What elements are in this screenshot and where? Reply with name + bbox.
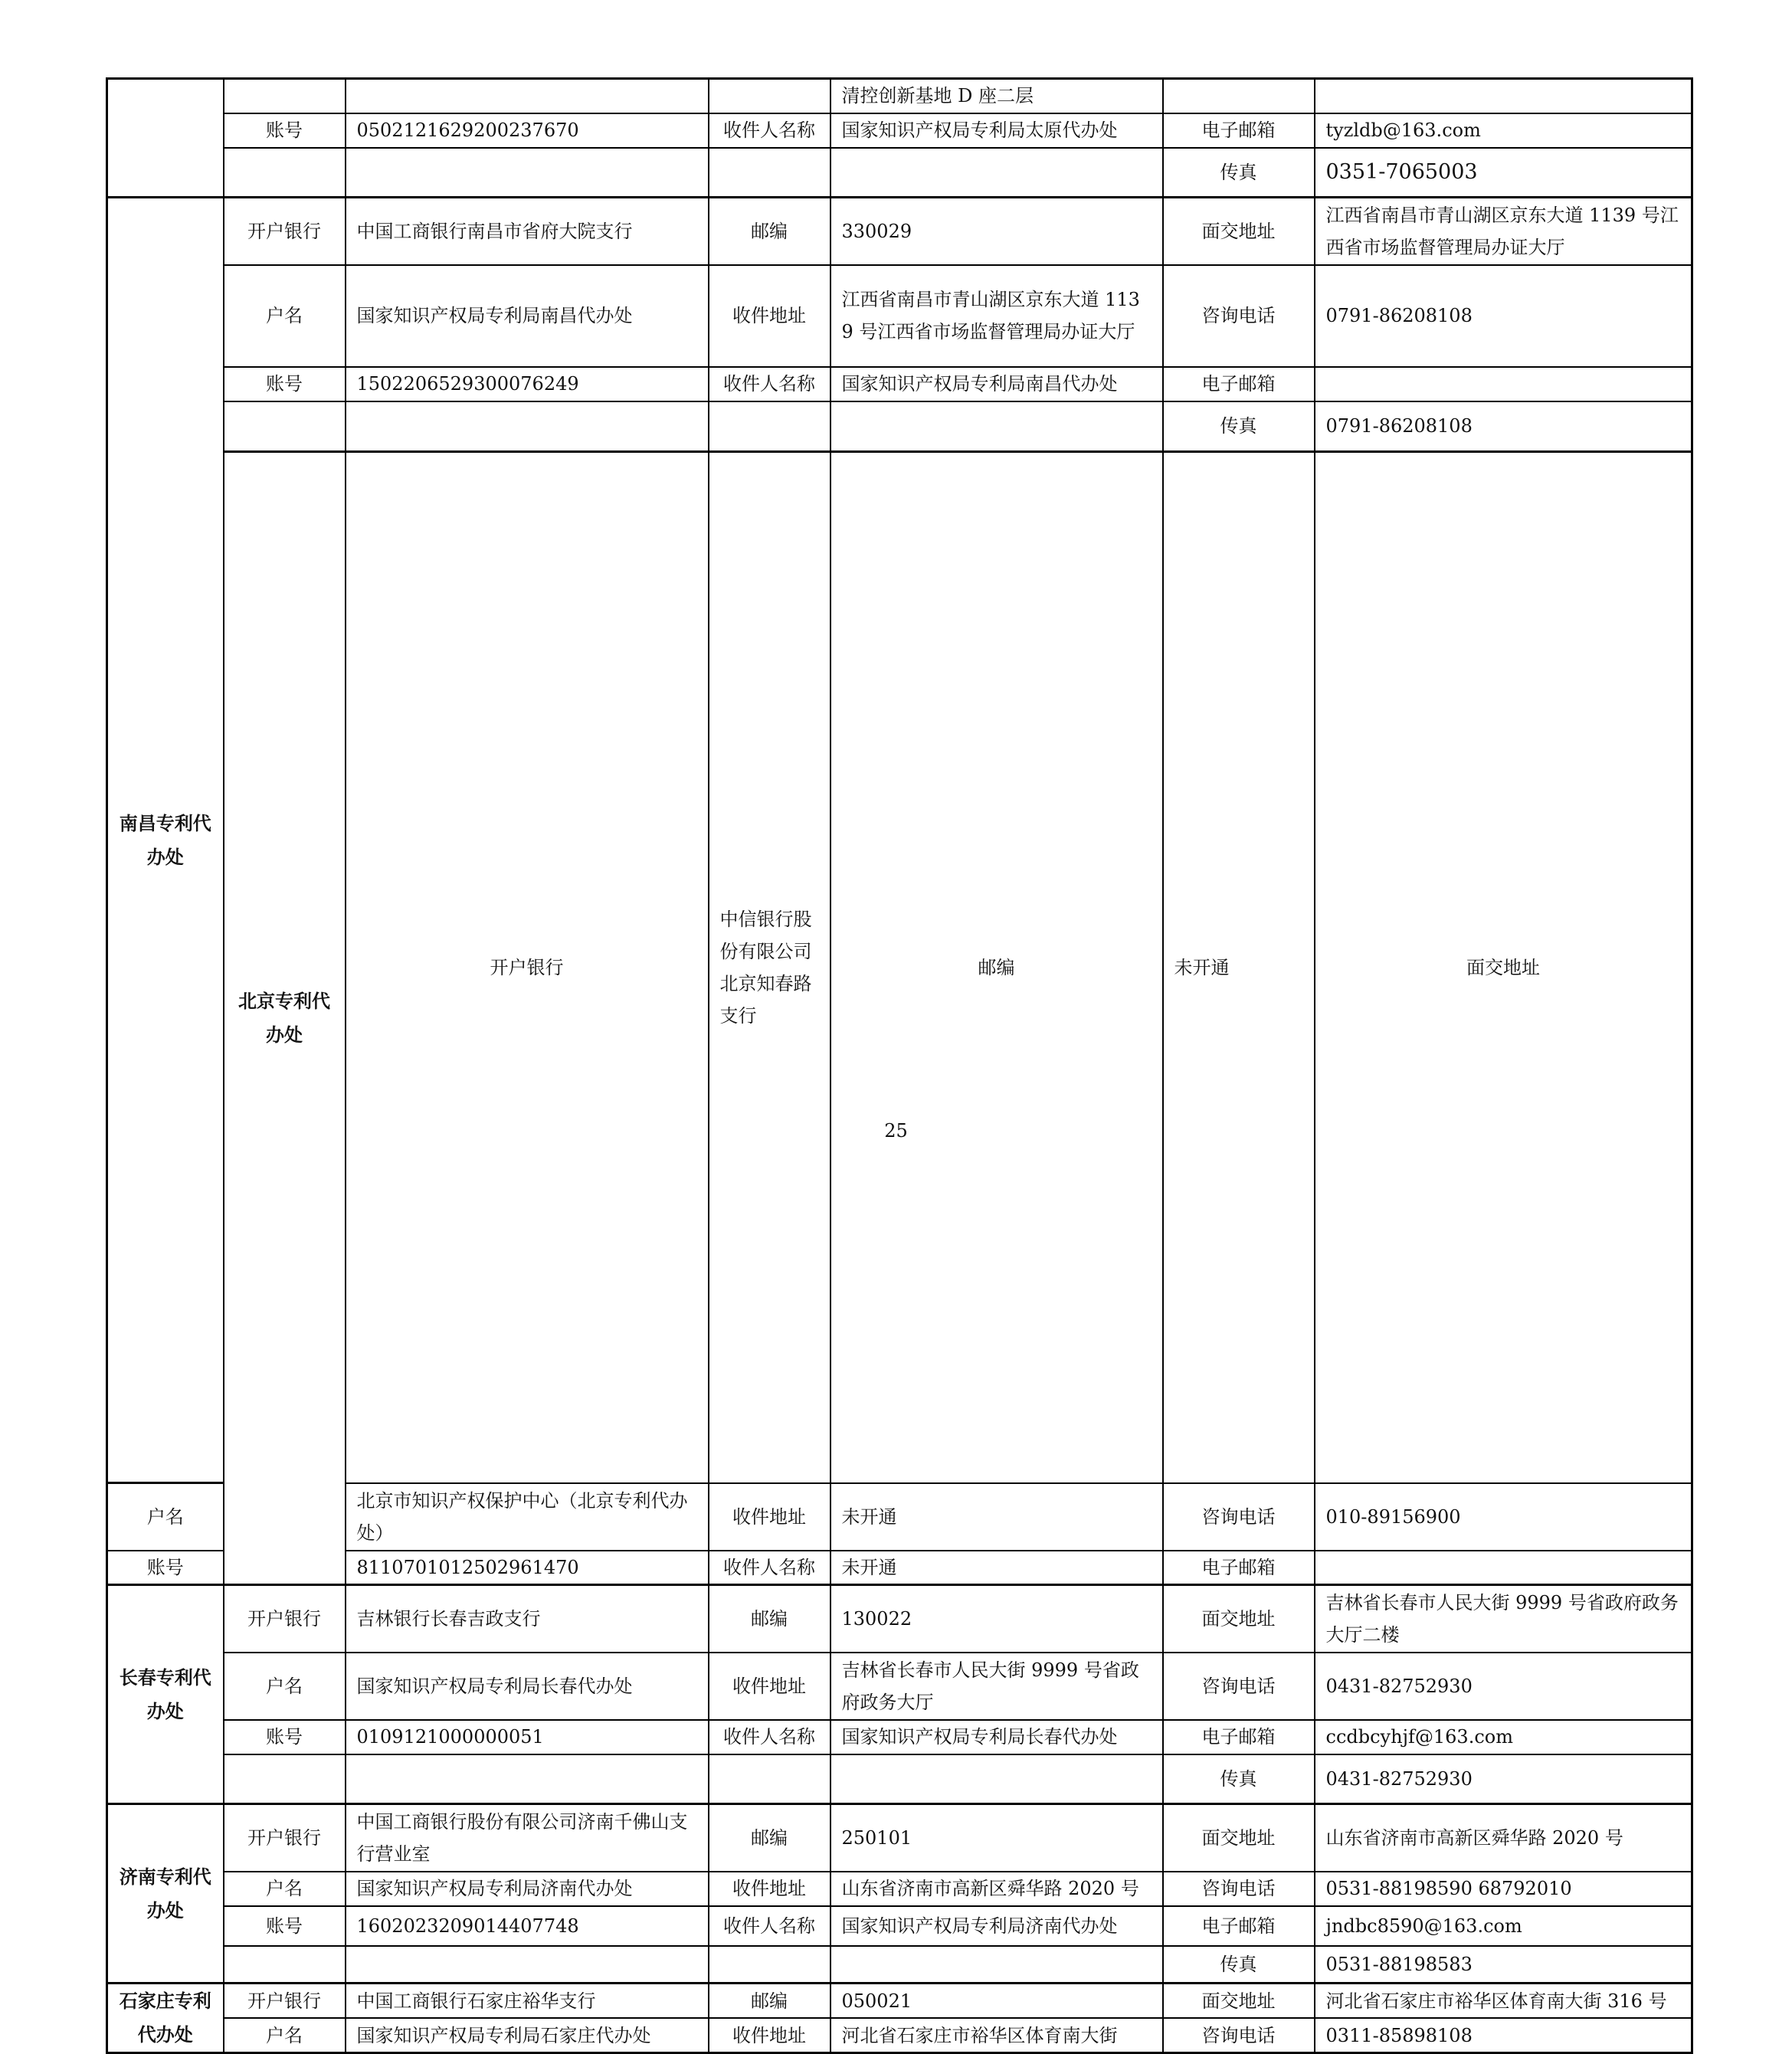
phone-value: 0531-88198590 68792010 [1315, 1872, 1692, 1906]
mail-address-value: 未开通 [830, 1483, 1163, 1551]
table-row [107, 1585, 1692, 1653]
visit-address-value: 河北省石家庄市裕华区体育南大街 316 号 [1315, 1984, 1692, 2019]
postcode-value: 250101 [830, 1804, 1163, 1872]
phone-value: 0431-82752930 [1315, 1653, 1692, 1720]
email-label: 电子邮箱 [1163, 367, 1315, 401]
office-name-cell: 石家庄专利代办处 [107, 1984, 224, 2053]
visit-address-label: 面交地址 [1315, 452, 1692, 1483]
table-row [107, 113, 1692, 148]
account-name-label: 户名 [107, 1483, 224, 1551]
account-name-label: 户名 [224, 2018, 346, 2053]
recipient-label: 收件人名称 [709, 1551, 830, 1585]
page-number: 25 [884, 1120, 908, 1142]
fax-label: 传真 [1163, 1754, 1315, 1804]
table-row [107, 79, 1692, 113]
email-value [1315, 1551, 1692, 1585]
recipient-value: 国家知识产权局专利局济南代办处 [830, 1906, 1163, 1946]
phone-label: 咨询电话 [1163, 2018, 1315, 2053]
agency-info-table [106, 77, 1693, 2054]
email-value: jndbc8590@163.com [1315, 1906, 1692, 1946]
office-name-cell [107, 79, 224, 198]
fax-label: 传真 [1163, 148, 1315, 198]
table-row [107, 1483, 1692, 1551]
table-row [107, 1946, 1692, 1984]
fax-value: 0431-82752930 [1315, 1754, 1692, 1804]
fax-value: 0531-88198583 [1315, 1946, 1692, 1984]
table-row [107, 1984, 1692, 2019]
mail-address-value: 河北省石家庄市裕华区体育南大街 [830, 2018, 1163, 2053]
account-no-value: 0109121000000051 [346, 1720, 709, 1754]
table-row [107, 1804, 1692, 1872]
bank-value: 中国工商银行股份有限公司济南千佛山支行营业室 [346, 1804, 709, 1872]
recipient-label: 收件人名称 [709, 1906, 830, 1946]
empty-cell [830, 1754, 1163, 1804]
recipient-value: 国家知识产权局专利局长春代办处 [830, 1720, 1163, 1754]
postcode-value: 330029 [830, 198, 1163, 265]
empty-cell [1315, 79, 1692, 113]
visit-address-label: 面交地址 [1163, 1984, 1315, 2019]
bank-value: 中国工商银行南昌市省府大院支行 [346, 198, 709, 265]
table-row [107, 198, 1692, 265]
empty-cell [346, 1946, 709, 1984]
postcode-label: 邮编 [709, 1804, 830, 1872]
table-row [107, 1653, 1692, 1720]
account-no-value: 0502121629200237670 [346, 113, 709, 148]
table-row [107, 2018, 1692, 2053]
empty-cell [224, 401, 346, 452]
table-row [107, 452, 1692, 1483]
postcode-value: 未开通 [1163, 452, 1315, 1483]
account-no-label: 账号 [224, 1906, 346, 1946]
mail-address-value: 江西省南昌市青山湖区京东大道 1139 号江西省市场监督管理局办证大厅 [830, 265, 1163, 367]
empty-cell [346, 79, 709, 113]
empty-cell [830, 401, 1163, 452]
empty-cell [709, 1946, 830, 1984]
recipient-value: 国家知识产权局专利局南昌代办处 [830, 367, 1163, 401]
empty-cell [830, 1946, 1163, 1984]
email-label: 电子邮箱 [1163, 113, 1315, 148]
mail-address-label: 收件地址 [709, 1872, 830, 1906]
empty-cell [830, 148, 1163, 198]
empty-cell [709, 79, 830, 113]
phone-label: 咨询电话 [1163, 1483, 1315, 1551]
mail-address-value: 吉林省长春市人民大街 9999 号省政府政务大厅 [830, 1653, 1163, 1720]
account-no-label: 账号 [224, 1720, 346, 1754]
account-name-value: 国家知识产权局专利局南昌代办处 [346, 265, 709, 367]
table-row [107, 1872, 1692, 1906]
account-name-label: 户名 [224, 1872, 346, 1906]
account-no-value: 1602023209014407748 [346, 1906, 709, 1946]
empty-cell [224, 1946, 346, 1984]
visit-address-label: 面交地址 [1163, 1804, 1315, 1872]
bank-label: 开户银行 [346, 452, 709, 1483]
email-value [1315, 367, 1692, 401]
bank-value: 中国工商银行石家庄裕华支行 [346, 1984, 709, 2019]
bank-value: 中信银行股份有限公司北京知春路支行 [709, 452, 830, 1483]
phone-label: 咨询电话 [1163, 1872, 1315, 1906]
account-name-value: 北京市知识产权保护中心（北京专利代办处） [346, 1483, 709, 1551]
empty-cell [224, 148, 346, 198]
table-row [107, 401, 1692, 452]
office-name-cell: 北京专利代办处 [224, 452, 346, 1585]
bank-label: 开户银行 [224, 1585, 346, 1653]
email-label: 电子邮箱 [1163, 1551, 1315, 1585]
table-row [107, 1906, 1692, 1946]
empty-cell [224, 79, 346, 113]
bank-value: 吉林银行长春吉政支行 [346, 1585, 709, 1653]
table-row [107, 1720, 1692, 1754]
phone-value: 0791-86208108 [1315, 265, 1692, 367]
empty-cell [709, 1754, 830, 1804]
recipient-label: 收件人名称 [709, 113, 830, 148]
recipient-value: 未开通 [830, 1551, 1163, 1585]
postcode-label: 邮编 [709, 1984, 830, 2019]
fax-label: 传真 [1163, 1946, 1315, 1984]
fax-label: 传真 [1163, 401, 1315, 452]
phone-label: 咨询电话 [1163, 265, 1315, 367]
account-name-value: 国家知识产权局专利局长春代办处 [346, 1653, 709, 1720]
email-value: ccdbcyhjf@163.com [1315, 1720, 1692, 1754]
table-row [107, 148, 1692, 198]
office-name-cell: 长春专利代办处 [107, 1585, 224, 1804]
recipient-value: 国家知识产权局专利局太原代办处 [830, 113, 1163, 148]
mail-address-label: 收件地址 [709, 2018, 830, 2053]
postcode-label: 邮编 [709, 1585, 830, 1653]
mail-address-value: 山东省济南市高新区舜华路 2020 号 [830, 1872, 1163, 1906]
visit-address-label: 面交地址 [1163, 198, 1315, 265]
mail-address-label: 收件地址 [709, 1483, 830, 1551]
table-row [107, 265, 1692, 367]
account-no-label: 账号 [107, 1551, 224, 1585]
bank-label: 开户银行 [224, 198, 346, 265]
table-row [107, 1754, 1692, 1804]
email-label: 电子邮箱 [1163, 1906, 1315, 1946]
office-name-cell: 济南专利代办处 [107, 1804, 224, 1984]
empty-cell [224, 1754, 346, 1804]
account-name-value: 国家知识产权局专利局济南代办处 [346, 1872, 709, 1906]
empty-cell [346, 401, 709, 452]
empty-cell [346, 1754, 709, 1804]
account-name-label: 户名 [224, 265, 346, 367]
office-name-cell: 南昌专利代办处 [107, 198, 224, 1483]
bank-label: 开户银行 [224, 1804, 346, 1872]
empty-cell [1163, 79, 1315, 113]
recipient-label: 收件人名称 [709, 367, 830, 401]
postcode-label: 邮编 [830, 452, 1163, 1483]
fax-value: 0351-7065003 [1315, 148, 1692, 198]
table-row [107, 367, 1692, 401]
account-no-label: 账号 [224, 367, 346, 401]
visit-address-value: 山东省济南市高新区舜华路 2020 号 [1315, 1804, 1692, 1872]
visit-address-value: 江西省南昌市青山湖区京东大道 1139 号江西省市场监督管理局办证大厅 [1315, 198, 1692, 265]
account-no-value: 8110701012502961470 [346, 1551, 709, 1585]
mail-address-label: 收件地址 [709, 265, 830, 367]
postcode-label: 邮编 [709, 198, 830, 265]
phone-value: 0311-85898108 [1315, 2018, 1692, 2053]
email-label: 电子邮箱 [1163, 1720, 1315, 1754]
account-no-label: 账号 [224, 113, 346, 148]
fax-value: 0791-86208108 [1315, 401, 1692, 452]
mail-address-label: 收件地址 [709, 1653, 830, 1720]
empty-cell [709, 401, 830, 452]
bank-label: 开户银行 [224, 1984, 346, 2019]
mail-address-value: 清控创新基地 D 座二层 [830, 79, 1163, 113]
empty-cell [709, 148, 830, 198]
table-row [107, 1551, 1692, 1585]
account-name-label: 户名 [224, 1653, 346, 1720]
postcode-value: 050021 [830, 1984, 1163, 2019]
visit-address-label: 面交地址 [1163, 1585, 1315, 1653]
visit-address-value: 吉林省长春市人民大街 9999 号省政府政务大厅二楼 [1315, 1585, 1692, 1653]
phone-value: 010-89156900 [1315, 1483, 1692, 1551]
account-name-value: 国家知识产权局专利局石家庄代办处 [346, 2018, 709, 2053]
email-value: tyzldb@163.com [1315, 113, 1692, 148]
empty-cell [346, 148, 709, 198]
postcode-value: 130022 [830, 1585, 1163, 1653]
recipient-label: 收件人名称 [709, 1720, 830, 1754]
phone-label: 咨询电话 [1163, 1653, 1315, 1720]
account-no-value: 1502206529300076249 [346, 367, 709, 401]
